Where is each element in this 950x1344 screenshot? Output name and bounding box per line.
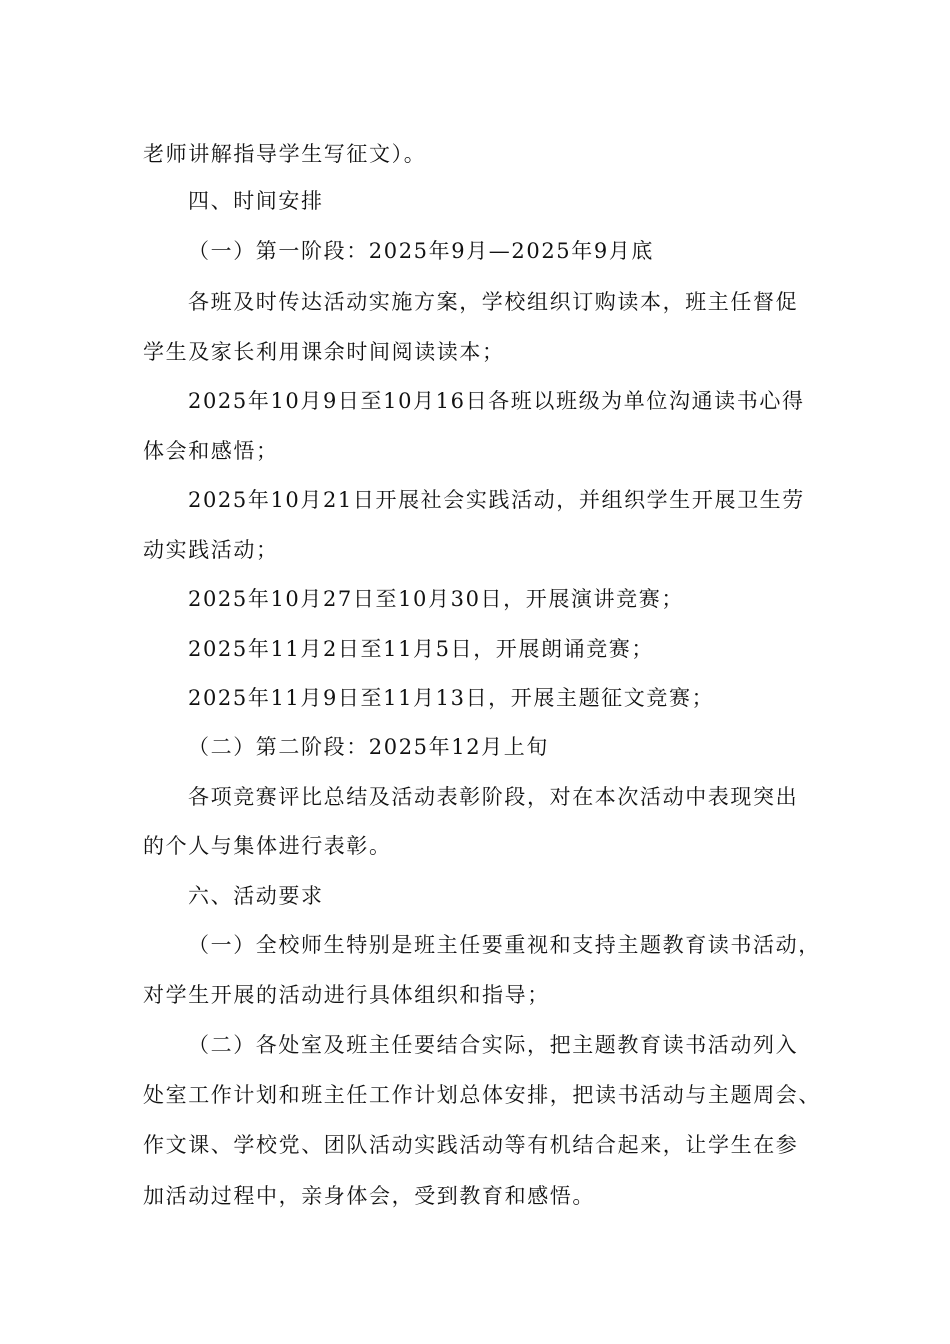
paragraph-line: （二）各处室及班主任要结合实际，把主题教育读书活动列入 bbox=[188, 1033, 799, 1057]
subsection-heading: （一）第一阶段：2025年9月—2025年9月底 bbox=[188, 239, 655, 263]
paragraph-line: 作文课、学校党、团队活动实践活动等有机结合起来，让学生在参 bbox=[143, 1133, 799, 1157]
paragraph-line: 体会和感悟； bbox=[143, 439, 279, 463]
paragraph-line: 动实践活动； bbox=[143, 538, 279, 562]
paragraph-line: 老师讲解指导学生写征文）。 bbox=[143, 142, 427, 166]
paragraph-line: 各项竞赛评比总结及活动表彰阶段，对在本次活动中表现突出 bbox=[188, 785, 799, 809]
paragraph-line: 的个人与集体进行表彰。 bbox=[143, 834, 392, 858]
paragraph-line: 2025年10月27日至10月30日，开展演讲竞赛； bbox=[188, 587, 684, 611]
paragraph-line: 对学生开展的活动进行具体组织和指导； bbox=[143, 983, 550, 1007]
paragraph-line: 2025年10月21日开展社会实践活动，并组织学生开展卫生劳 bbox=[188, 488, 805, 512]
paragraph-line: 学生及家长利用课余时间阅读读本； bbox=[143, 340, 505, 364]
section-heading: 四、时间安排 bbox=[188, 189, 324, 213]
paragraph-line: 加活动过程中，亲身体会，受到教育和感悟。 bbox=[143, 1184, 595, 1208]
paragraph-line: 处室工作计划和班主任工作计划总体安排，把读书活动与主题周会、 bbox=[143, 1083, 821, 1107]
paragraph-line: 2025年11月2日至11月5日，开展朗诵竞赛； bbox=[188, 637, 655, 661]
paragraph-line: 2025年10月9日至10月16日各班以班级为单位沟通读书心得 bbox=[188, 389, 805, 413]
paragraph-line: （一）全校师生特别是班主任要重视和支持主题教育读书活动， bbox=[188, 933, 821, 957]
subsection-heading: （二）第二阶段：2025年12月上旬 bbox=[188, 735, 549, 759]
paragraph-line: 2025年11月9日至11月13日，开展主题征文竞赛； bbox=[188, 686, 715, 710]
paragraph-line: 各班及时传达活动实施方案，学校组织订购读本，班主任督促 bbox=[188, 290, 799, 314]
section-heading: 六、活动要求 bbox=[188, 884, 324, 908]
